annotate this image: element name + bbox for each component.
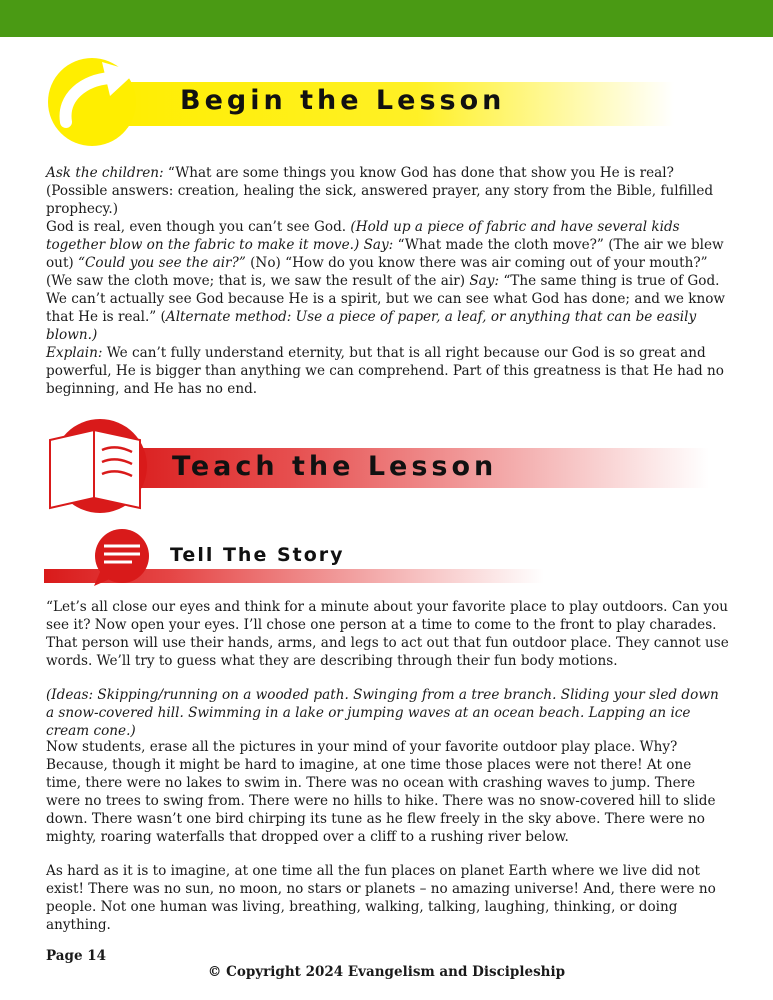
p2-f: Say: (469, 273, 500, 289)
p2-e: (No) “How do you know there was air coming out of your mouth?” (We saw the cloth move; that is, we saw the result of the air) (46, 255, 708, 289)
top-color-bar (0, 0, 773, 37)
begin-lesson-title: Begin the Lesson (180, 85, 506, 116)
open-book-icon (44, 418, 154, 514)
paragraph-ideas (46, 686, 730, 740)
teach-lesson-header (44, 418, 734, 514)
ideas-text: (Ideas: Skipping/running on a wooded path. Swinging from a tree branch. Sliding your sled down a snow-covered hill. Swimming in a lake or jumping waves at an ocean beach. Lapping an ice cream cone.) (46, 687, 719, 739)
copyright: © Copyright 2024 Evangelism and Discipleship (207, 964, 566, 980)
paragraph-explain (46, 344, 730, 398)
arrow-circle-icon (44, 52, 144, 146)
speech-bubble-icon (86, 528, 166, 588)
tell-story-title: Tell The Story (170, 544, 345, 566)
p2-h: Alternate method: Use a piece of paper, a leaf, or anything that can be easily blown.) (46, 309, 697, 343)
p2-g: “The same thing is true of God. We can’t actually see God because He is a spirit, but we can see what God has done; and we know that He is real.” ( (46, 273, 726, 325)
paragraph-erase-pictures: Now students, erase all the pictures in your mind of your favorite outdoor play place. Why? Because, though it might be hard to imagine, at one time those places were not there! At one time, there were no lakes to swim in. There was no ocean with crashing waves to jump. There were no trees to swing from. There were no hills to hike. There was no snow-covered hill to slide down. There wasn’t one bird chirping its tune as he flew freely in the sky above. There were no mighty, roaring waterfalls that dropped over a cliff to a rushing river below. (46, 739, 716, 845)
ask-text: “What are some things you know God has done that show you He is real? (Possible answers: creation, healing the sick, answered prayer, any story from the Bible, fulfilled prophecy.) (46, 165, 714, 217)
p2-a: God is real, even though you can’t see God. (46, 219, 351, 235)
p2-d: “Could you see the air?” (78, 255, 246, 271)
begin-lesson-header (44, 52, 734, 146)
teach-lesson-title: Teach the Lesson (172, 451, 498, 482)
page-number: Page 14 (46, 948, 107, 964)
paragraph-god-is-real (46, 218, 730, 344)
ask-label: Ask the children: (46, 165, 164, 181)
p2-b: (Hold up a piece of fabric and have several kids together blow on the fabric to make it move.) Say: (46, 219, 680, 253)
explain-text: We can’t fully understand eternity, but that is all right because our God is so great and powerful, He is bigger than anything we can comprehend. Part of this greatness is that He had no beginning, and He has no end. (46, 345, 724, 397)
p2-c: “What made the cloth move?” (The air we blew out) (46, 237, 724, 271)
paragraph-ask (46, 164, 730, 218)
tell-story-header (44, 528, 564, 588)
paragraph-story-intro: “Let’s all close our eyes and think for a minute about your favorite place to play outdoors. Can you see it? Now open your eyes. I’ll chose one person at a time to come to the front to play charades. That person will use their hands, arms, and legs to act out that fun outdoor place. They cannot use words. We’ll try to guess what they are describing through their fun body motions. (46, 599, 729, 669)
explain-label: Explain: (46, 345, 103, 361)
paragraph-imagine: As hard as it is to imagine, at one time all the fun places on planet Earth where we live did not exist! There was no sun, no moon, no stars or planets – no amazing universe! And, there were no people. Not one human was living, breathing, walking, talking, laughing, thinking, or doing anything. (46, 863, 716, 933)
